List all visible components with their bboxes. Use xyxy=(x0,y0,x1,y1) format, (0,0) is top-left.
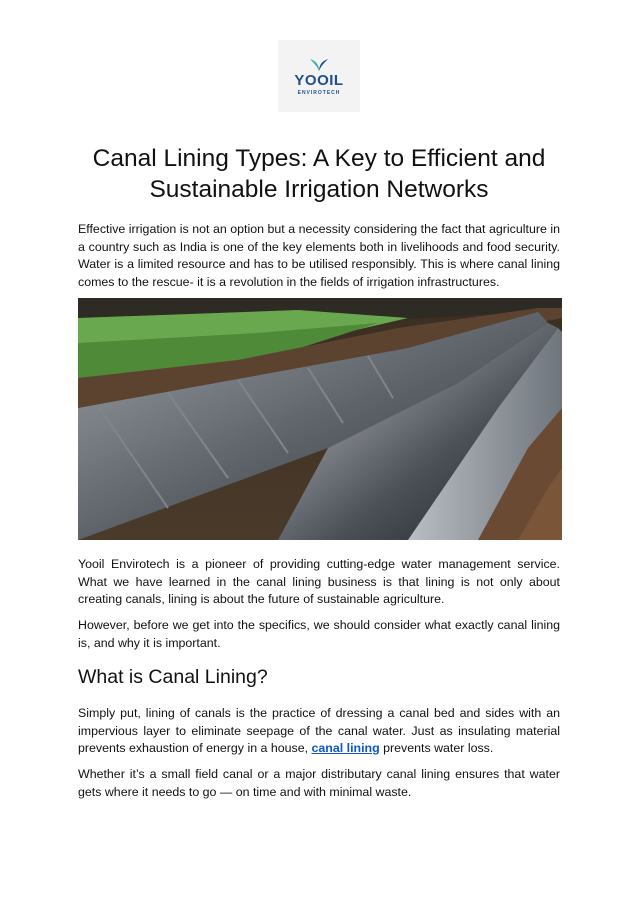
definition-text-after: prevents water loss. xyxy=(379,741,494,756)
logo-subtitle: ENVIROTECH xyxy=(297,89,341,96)
leaf-icon xyxy=(308,57,330,71)
section-heading: What is Canal Lining? xyxy=(78,666,268,688)
paragraph-distribution: Whether it’s a small field canal or a major distributary canal lining ensures that water gets where it needs to go — on time and with minimal waste. xyxy=(78,767,560,799)
logo-wordmark: YOOIL xyxy=(294,71,344,89)
paragraph-specifics: However, before we get into the specifics, we should consider what exactly canal lining is, and why it is important. xyxy=(78,618,560,650)
page-title: Canal Lining Types: A Key to Efficient and Sustainable Irrigation Networks xyxy=(92,145,546,203)
definition-text-before: Simply put, lining of canals is the practice of dressing a canal bed and sides with an impervious layer to eliminate seepage of the canal water. Just as insulating material prevents exhaustion of energy in a house, xyxy=(78,706,560,756)
canal-lining-link[interactable]: canal lining xyxy=(311,741,380,756)
intro-paragraph: Effective irrigation is not an option but a necessity considering the fact that agriculture in a country such as India is one of the key elements both in livelihoods and food security. Water is a limited resource and has to be utilised responsibly. This is where canal lining comes to the rescue- it is a revolution in the fields of irrigation infrastructures. xyxy=(78,222,560,289)
canal-photo xyxy=(78,298,562,540)
company-logo xyxy=(278,40,360,112)
paragraph-definition xyxy=(78,705,560,758)
paragraph-company: Yooil Envirotech is a pioneer of providing cutting-edge water management service. What we have learned in the canal lining business is that lining is not only about creating canals, lining is about the future of sustainable agriculture. xyxy=(78,557,560,607)
